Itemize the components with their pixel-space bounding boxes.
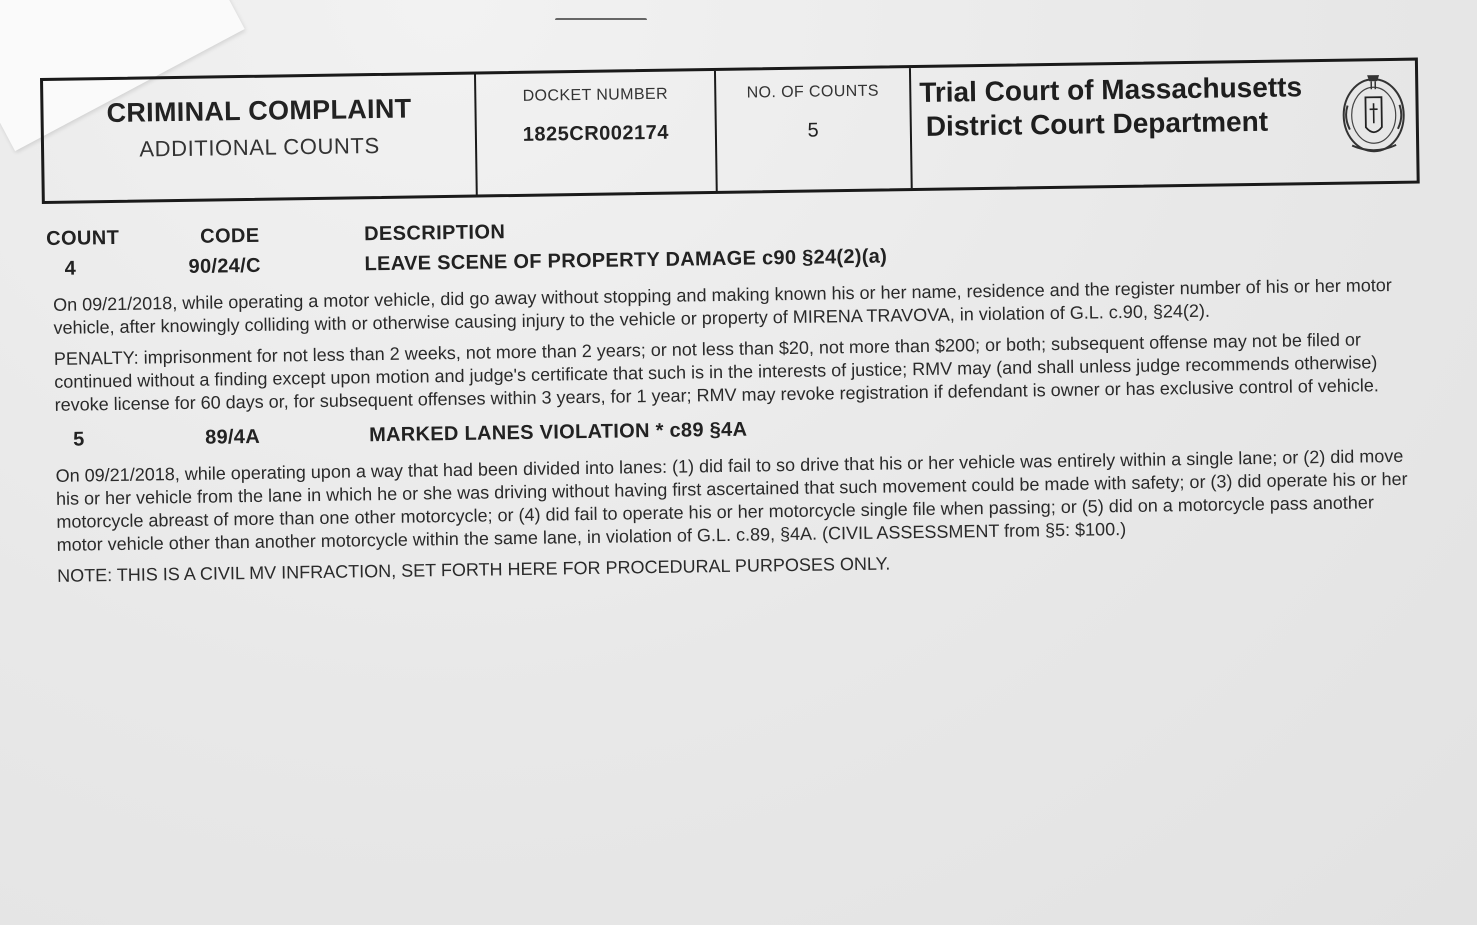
- count-number: 5: [72, 428, 85, 451]
- docket-cell: [476, 71, 718, 195]
- docket-label: DOCKET NUMBER: [522, 85, 669, 105]
- document-subtitle: ADDITIONAL COUNTS: [139, 132, 380, 162]
- count-code: 90/24/C: [188, 254, 261, 278]
- count-description: LEAVE SCENE OF PROPERTY DAMAGE c90 §24(2)(a): [364, 245, 888, 276]
- staple-mark: [555, 18, 647, 24]
- document-title: CRIMINAL COMPLAINT: [106, 93, 412, 129]
- code-column-header: CODE: [199, 224, 260, 248]
- description-column-header: DESCRIPTION: [363, 221, 506, 246]
- counts-section: [46, 208, 1421, 594]
- count-narrative: On 09/21/2018, while operating a motor vehicle, did go away without stopping and making known his or her name, residence and the register number of his or her motor vehicle, after knowingly colliding with or otherwise causing injury to the vehicle or property of MIRENA TRAVOVA, in violation of G.L. c.90, §24(2).: [52, 275, 1392, 338]
- count-column-header: COUNT: [46, 226, 120, 250]
- count-description: MARKED LANES VIOLATION * c89 §4A: [368, 418, 748, 447]
- massachusetts-seal-icon: [1337, 65, 1410, 160]
- complaint-header: [40, 58, 1420, 204]
- count-number: 4: [64, 257, 77, 280]
- note-text: NOTE: THIS IS A CIVIL MV INFRACTION, SET FORTH HERE FOR PROCEDURAL PURPOSES ONLY.: [57, 553, 891, 586]
- counts-cell: [716, 68, 913, 191]
- count-code: 89/4A: [204, 425, 261, 449]
- court-name: Trial Court of Massachusetts: [919, 71, 1303, 108]
- penalty-text: PENALTY: imprisonment for not less than 2 weeks, not more than 2 years; or not less than $20, not more than $200; or both; subsequent offense may not be filed or continued without a finding except upon motion and judge's certificate that such is in the interests of justice; RMV may (and shall unless judge recommends otherwise) revoke license for 60 days or, for subsequent offenses within 3 years, for 1 year; RMV may revoke registration if defendant is owner or has exclusive control of vehicle.: [53, 329, 1379, 415]
- count-narrative: On 09/21/2018, while operating upon a way that had been divided into lanes: (1) did fail to so drive that his or her vehicle was entirely within a single lane; or (2) did move his or her vehicle from the lane in which he or she was driving without having first ascertained that such movement could be made with safety; or (3) did operate his or her motorcycle abreast of more than one other motorcycle; or (4) did fail to operate his or her motorcycle single file when passing; or (5) did on a motorcycle pass another motor vehicle other than another motorcycle within the same lane, in violation of G.L. c.89, §4A. (CIVIL ASSESSMENT from §5: $100.): [55, 445, 1408, 555]
- court-department: District Court Department: [925, 105, 1269, 142]
- docket-number: 1825CR002174: [522, 121, 670, 146]
- court-cell: [911, 61, 1417, 188]
- counts-label: NO. OF COUNTS: [746, 82, 880, 102]
- counts-number: 5: [807, 119, 820, 142]
- header-title-cell: [43, 75, 478, 201]
